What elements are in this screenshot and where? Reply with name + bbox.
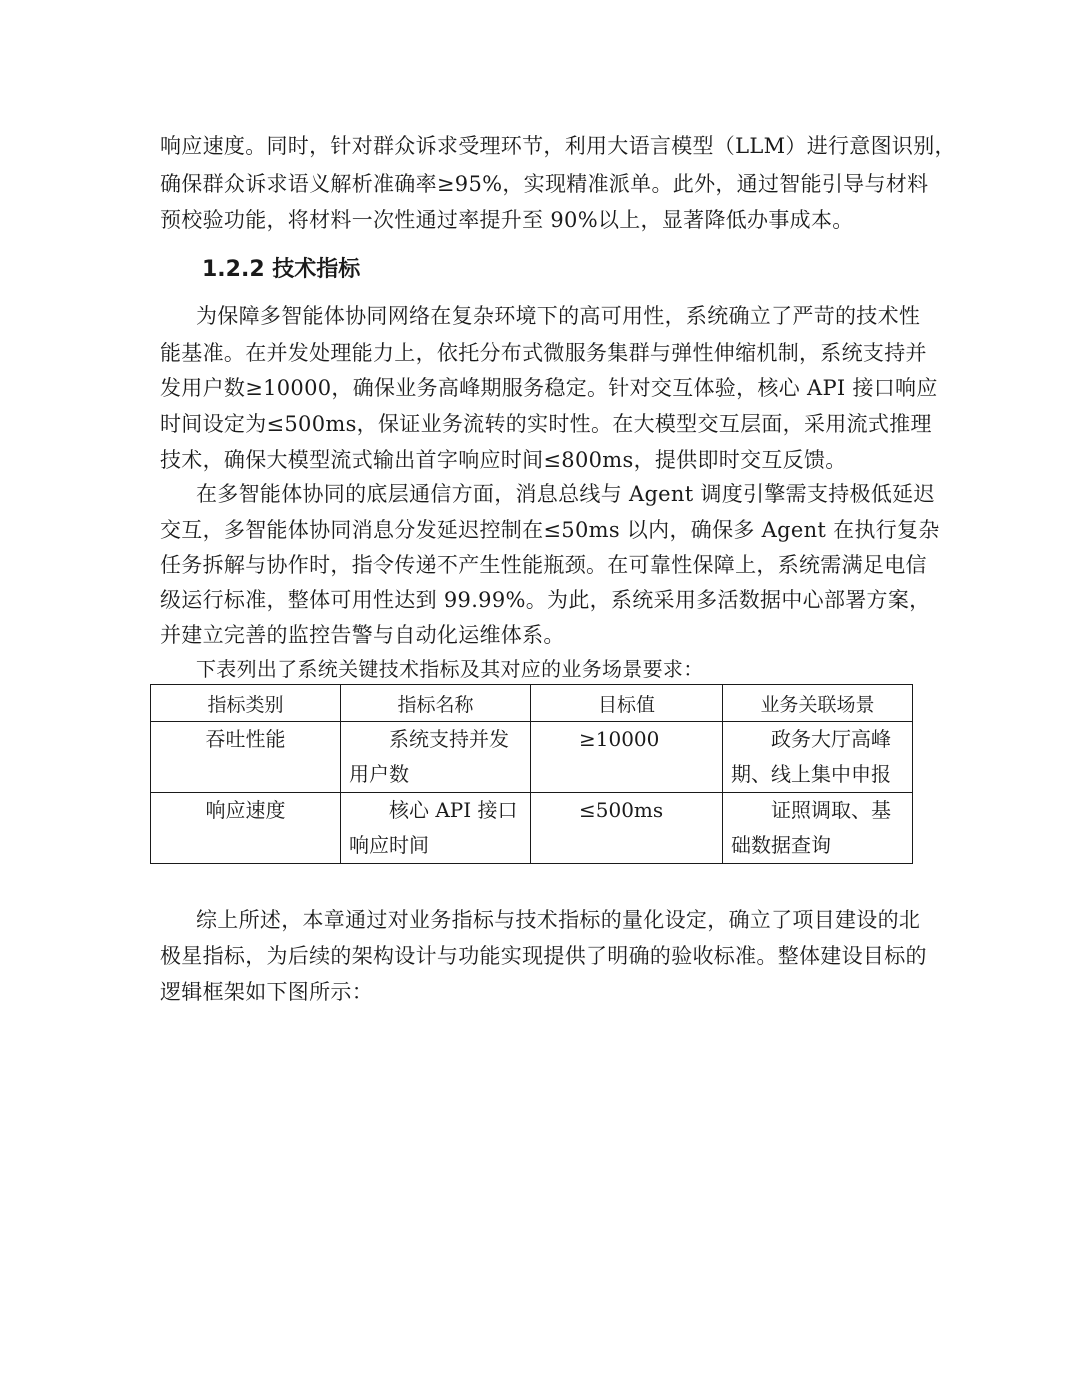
- scenario-line-2: 期、线上集中申报: [731, 762, 891, 786]
- table-header-row: [151, 685, 913, 722]
- cell-scenario: [723, 793, 913, 864]
- intro-line-3: 预校验功能，将材料一次性通过率提升至 90%以上，显著降低办事成本。: [160, 208, 854, 232]
- cell-name: [341, 793, 531, 864]
- scenario-line-1: 证照调取、基: [771, 798, 891, 822]
- table-row: [151, 722, 913, 793]
- paragraph-2-line-4: 级运行标准，整体可用性达到 99.99%。为此，系统采用多活数据中心部署方案，: [160, 588, 931, 612]
- target-text: ≥10000: [579, 727, 660, 751]
- paragraph-1-line-4: 时间设定为≤500ms，保证业务流转的实时性。在大模型交互层面，采用流式推理: [160, 412, 932, 436]
- paragraph-2-line-3: 任务拆解与协作时，指令传递不产生性能瓶颈。在可靠性保障上，系统需满足电信: [160, 553, 927, 577]
- name-line-2: 响应时间: [349, 833, 429, 857]
- scenario-line-1: 政务大厅高峰: [771, 727, 891, 751]
- header-name: 指标名称: [341, 685, 531, 722]
- metrics-table: [150, 684, 913, 864]
- table-row: [151, 793, 913, 864]
- paragraph-1-line-3: 发用户数≥10000，确保业务高峰期服务稳定。针对交互体验，核心 API 接口响应: [160, 376, 938, 400]
- header-scenario: 业务关联场景: [723, 685, 913, 722]
- category-text: 吞吐性能: [205, 727, 286, 751]
- conclusion-line-2: 极星指标，为后续的架构设计与功能实现提供了明确的验收标准。整体建设目标的: [160, 944, 927, 968]
- cell-category: [151, 793, 341, 864]
- target-text: ≤500ms: [579, 798, 664, 822]
- paragraph-2-line-5: 并建立完善的监控告警与自动化运维体系。: [160, 623, 565, 647]
- paragraph-1-line-1: 为保障多智能体协同网络在复杂环境下的高可用性，系统确立了严苛的技术性: [196, 304, 921, 328]
- name-line-2: 用户数: [349, 762, 409, 786]
- cell-scenario: [723, 722, 913, 793]
- cell-name: [341, 722, 531, 793]
- name-line-1: 系统支持并发: [389, 727, 509, 751]
- scenario-line-2: 础数据查询: [731, 833, 831, 857]
- intro-line-1: 响应速度。同时，针对群众诉求受理环节，利用大语言模型（LLM）进行意图识别，: [160, 134, 956, 158]
- conclusion-line-1: 综上所述，本章通过对业务指标与技术指标的量化设定，确立了项目建设的北: [196, 908, 921, 932]
- conclusion-line-3: 逻辑框架如下图所示：: [160, 980, 373, 1004]
- header-category: 指标类别: [151, 685, 341, 722]
- paragraph-2-line-1: 在多智能体协同的底层通信方面，消息总线与 Agent 调度引擎需支持极低延迟: [196, 482, 935, 506]
- cell-category: [151, 722, 341, 793]
- paragraph-1-line-2: 能基准。在并发处理能力上，依托分布式微服务集群与弹性伸缩机制，系统支持并: [160, 341, 927, 365]
- cell-target: [531, 722, 723, 793]
- header-target: 目标值: [531, 685, 723, 722]
- paragraph-2-line-2: 交互，多智能体协同消息分发延迟控制在≤50ms 以内，确保多 Agent 在执行复杂: [160, 518, 940, 542]
- table-caption: 下表列出了系统关键技术指标及其对应的业务场景要求：: [196, 657, 704, 681]
- section-heading: 1.2.2 技术指标: [202, 257, 361, 282]
- category-text: 响应速度: [205, 798, 286, 822]
- paragraph-1-line-5: 技术，确保大模型流式输出首字响应时间≤800ms，提供即时交互反馈。: [160, 448, 847, 472]
- name-line-1: 核心 API 接口: [389, 798, 518, 822]
- intro-line-2: 确保群众诉求语义解析准确率≥95%，实现精准派单。此外，通过智能引导与材料: [160, 172, 929, 196]
- cell-target: [531, 793, 723, 864]
